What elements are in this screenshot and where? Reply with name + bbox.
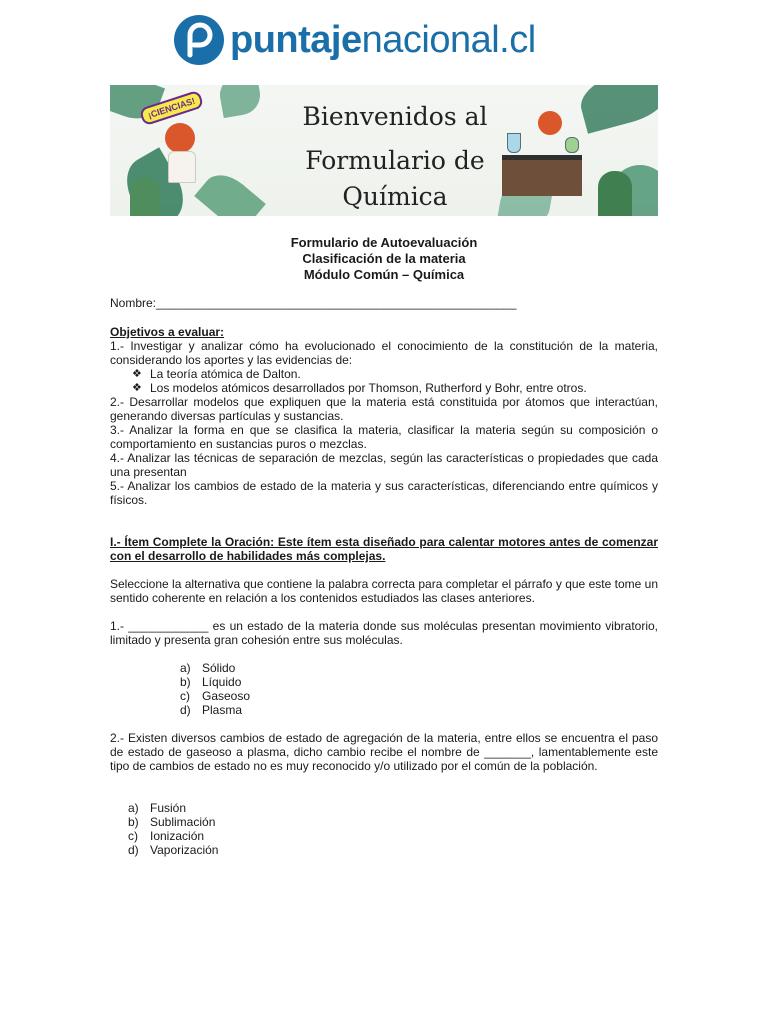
option-item[interactable] bbox=[180, 661, 380, 675]
option-item[interactable] bbox=[128, 801, 328, 815]
option-text: Fusión bbox=[150, 801, 187, 815]
option-item[interactable] bbox=[128, 843, 328, 857]
header-line1: Formulario de Autoevaluación bbox=[290, 235, 478, 250]
scientist-avatar-right bbox=[538, 111, 562, 135]
diamond-bullet-icon: ❖ bbox=[132, 368, 142, 380]
diamond-bullet-icon: ❖ bbox=[132, 382, 142, 394]
objectives-title: Objetivos a evaluar: bbox=[110, 325, 225, 339]
cactus-icon bbox=[130, 177, 160, 216]
section-1-instructions: Seleccione la alternativa que contiene la palabra correcta para completar el párrafo y que este tome un sentido coherente en relación a los contenidos estudiados las clases anteriores. bbox=[110, 577, 658, 605]
scientist-avatar-left bbox=[165, 123, 195, 153]
option-key: a) bbox=[128, 801, 139, 815]
option-key: a) bbox=[180, 661, 191, 675]
option-item[interactable] bbox=[180, 703, 380, 717]
logo-wordmark-bold: puntaje bbox=[230, 18, 362, 61]
option-text: Sólido bbox=[202, 661, 236, 675]
cactus-icon bbox=[598, 171, 632, 216]
section-1-title: I.- Ítem Complete la Oración: Este ítem esta diseñado para calentar motores antes de comenzar con el desarrollo de habilidades más complejas. bbox=[110, 535, 658, 563]
header-line3: Módulo Común – Química bbox=[303, 267, 465, 282]
bullet-text: La teoría atómica de Dalton. bbox=[150, 367, 301, 381]
option-key: c) bbox=[180, 689, 190, 703]
option-text: Ionización bbox=[150, 829, 205, 843]
leaf-decoration-icon bbox=[217, 85, 263, 118]
question-2-options bbox=[128, 801, 328, 857]
leaf-decoration-icon bbox=[194, 165, 266, 216]
puntajenacional-logo[interactable] bbox=[174, 14, 536, 66]
flask-icon bbox=[565, 137, 579, 153]
option-item[interactable] bbox=[180, 689, 380, 703]
option-text: Líquido bbox=[202, 675, 242, 689]
option-text: Gaseoso bbox=[202, 689, 251, 703]
header-line2: Clasificación de la materia bbox=[302, 251, 466, 266]
question-1-options bbox=[180, 661, 380, 717]
objective-1: 1.- Investigar y analizar cómo ha evolucionado el conocimiento de la constitución de la materia, considerando los aportes y las evidencias de: bbox=[110, 339, 658, 367]
bullet-text: Los modelos atómicos desarrollados por Thomson, Rutherford y Bohr, entre otros. bbox=[150, 381, 587, 395]
document-header bbox=[110, 235, 658, 283]
ciencias-badge: ¡CIENCIAS! bbox=[139, 90, 204, 127]
option-text: Plasma bbox=[202, 703, 243, 717]
option-item[interactable] bbox=[128, 829, 328, 843]
option-item[interactable] bbox=[128, 815, 328, 829]
name-field[interactable]: Nombre:______________________________________________________ bbox=[110, 296, 517, 310]
objectives-section bbox=[110, 325, 658, 507]
option-key: c) bbox=[128, 829, 138, 843]
banner-title-line2: Formulario de Química bbox=[305, 146, 485, 211]
option-key: d) bbox=[128, 843, 139, 857]
option-key: b) bbox=[128, 815, 139, 829]
option-text: Sublimación bbox=[150, 815, 216, 829]
logo-wordmark-regular: nacional.cl bbox=[361, 18, 536, 61]
scientist-avatar-left-body bbox=[168, 151, 196, 183]
logo-mark-icon bbox=[174, 15, 224, 65]
question-1: 1.- ____________ es un estado de la materia donde sus moléculas presentan movimiento vibratorio, limitado y presenta gran cohesión entre sus moléculas. bbox=[110, 619, 658, 647]
option-key: b) bbox=[180, 675, 191, 689]
objective-4: 4.- Analizar las técnicas de separación de mezclas, según las características o propiedades que cada una presentan bbox=[110, 451, 658, 479]
objective-1-bullets bbox=[110, 367, 658, 395]
option-text: Vaporización bbox=[150, 843, 219, 857]
bullet-item bbox=[132, 367, 658, 381]
banner-title-line1: Bienvenidos al bbox=[302, 102, 488, 131]
question-2: 2.- Existen diversos cambios de estado de agregación de la materia, entre ellos se encuentra el paso de estado de gaseoso a plasma, dicho cambio recibe el nombre de _______, lamentablemente este tipo de cambios de estado no es muy reconocido y/o utilizado por el común de la población. bbox=[110, 731, 658, 773]
objective-2: 2.- Desarrollar modelos que expliquen que la materia está constituida por átomos que interactúan, generando diversas partículas y sustancias. bbox=[110, 395, 658, 423]
welcome-banner bbox=[110, 85, 658, 216]
banner-title bbox=[260, 99, 530, 215]
objective-3: 3.- Analizar la forma en que se clasifica la materia, clasificar la materia según su composición o comportamiento en sustancias puros o mezclas. bbox=[110, 423, 658, 451]
objective-5: 5.- Analizar los cambios de estado de la materia y sus características, diferenciando entre químicos y físicos. bbox=[110, 479, 658, 507]
option-key: d) bbox=[180, 703, 191, 717]
bullet-item bbox=[132, 381, 658, 395]
leaf-decoration-icon bbox=[575, 85, 658, 134]
logo-wordmark bbox=[230, 19, 536, 62]
option-item[interactable] bbox=[180, 675, 380, 689]
